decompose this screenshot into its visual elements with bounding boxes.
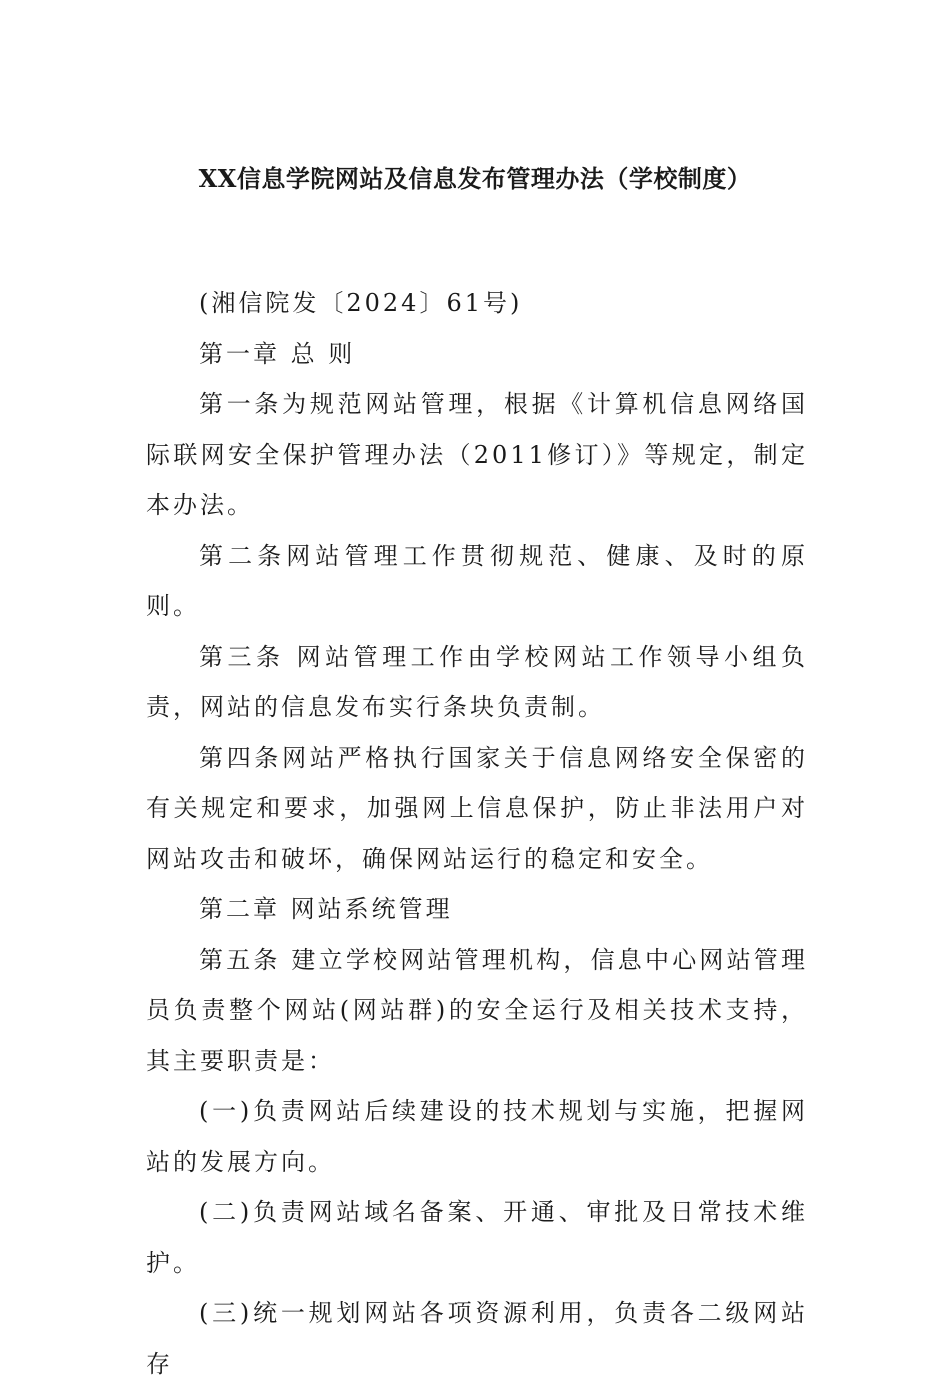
document-number: (湘信院发〔2024〕61号)	[199, 289, 523, 317]
chapter-heading: 第一章 总 则	[199, 339, 356, 368]
article-paragraph: 第一条为规范网站管理，根据《计算机信息网络国际联网安全保护管理办法（2011修订）》等规定，制定本办法。	[146, 390, 808, 519]
article-paragraph: 第五条 建立学校网站管理机构，信息中心网站管理员负责整个网站(网站群)的安全运行及相关技术支持，其主要职责是：	[146, 945, 808, 1075]
list-item: (二)负责网站域名备案、开通、审批及日常技术维护。	[146, 1198, 808, 1277]
article-paragraph: 第四条网站严格执行国家关于信息网络安全保密的有关规定和要求，加强网上信息保护，防止非法用户对网站攻击和破坏，确保网站运行的稳定和安全。	[146, 743, 808, 873]
list-item: (三)统一规划网站各项资源利用，负责各二级网站存	[146, 1299, 808, 1378]
chapter-heading: 第二章 网站系统管理	[199, 895, 453, 923]
list-item: (一)负责网站后续建设的技术规划与实施，把握网站的发展方向。	[146, 1097, 808, 1176]
document-body	[146, 278, 808, 1389]
article-paragraph: 第二条网站管理工作贯彻规范、健康、及时的原则。	[146, 541, 808, 620]
document-title: XX信息学院网站及信息发布管理办法（学校制度）	[198, 164, 752, 193]
article-paragraph: 第三条 网站管理工作由学校网站工作领导小组负责，网站的信息发布实行条块负责制。	[146, 642, 808, 721]
